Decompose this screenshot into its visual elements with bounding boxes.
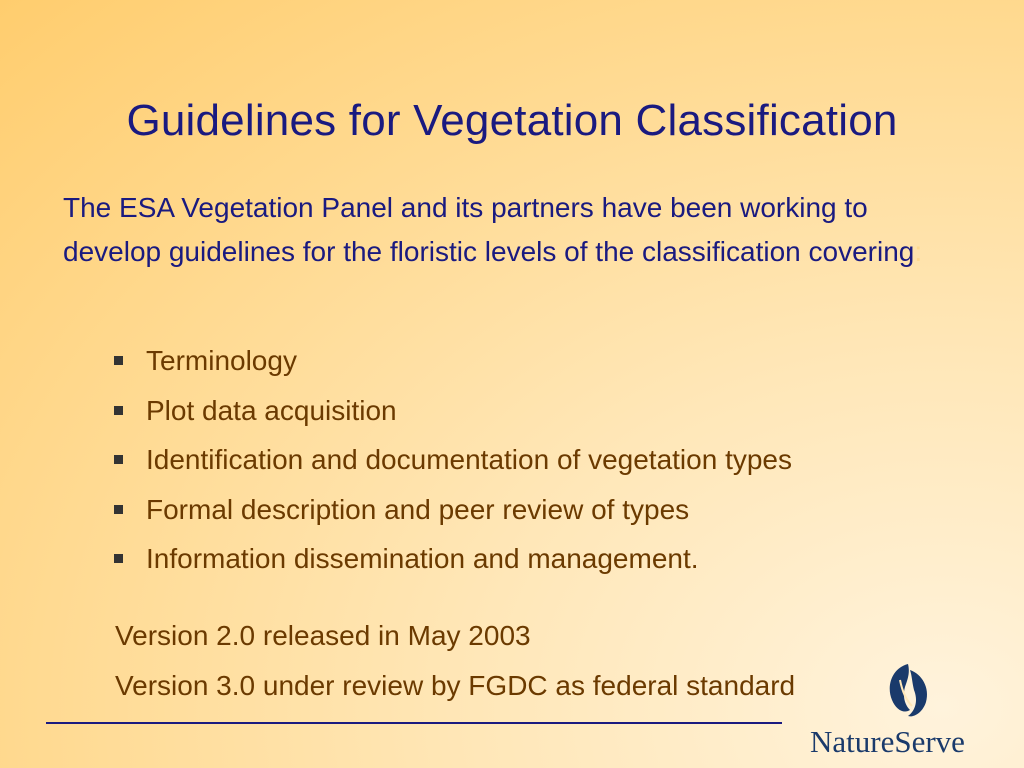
- list-item: [114, 534, 792, 584]
- bullet-square-icon: [114, 406, 123, 415]
- list-item-label: Identification and documentation of vegetation types: [146, 444, 792, 475]
- intro-colon: :: [914, 236, 923, 267]
- list-item: [114, 386, 792, 436]
- bullet-square-icon: [114, 554, 123, 563]
- natureserve-logo: NatureServe: [810, 724, 965, 759]
- topic-list: [114, 336, 792, 584]
- bullet-square-icon: [114, 505, 123, 514]
- list-item-label: Formal description and peer review of types: [146, 493, 690, 525]
- list-item: [114, 485, 792, 535]
- list-item-label: Plot data acquisition: [146, 394, 397, 426]
- list-item: [114, 435, 792, 485]
- slide-title: Guidelines for Vegetation Classification: [126, 96, 898, 145]
- intro-paragraph: [63, 186, 963, 274]
- butterfly-icon: [878, 660, 938, 722]
- version-line: Version 2.0 released in May 2003: [115, 620, 531, 651]
- list-item: [114, 336, 792, 386]
- intro-text: The ESA Vegetation Panel and its partners have been working to develop guidelines for the floristic levels of the classification covering: [63, 192, 915, 267]
- footer-divider: [46, 722, 782, 724]
- bullet-square-icon: [114, 356, 123, 365]
- version-line: Version 3.0 under review by FGDC as federal standard: [115, 670, 796, 701]
- list-item-label: Terminology: [146, 345, 297, 376]
- bullet-square-icon: [114, 455, 123, 464]
- list-item-label: Information dissemination and management.: [146, 543, 699, 574]
